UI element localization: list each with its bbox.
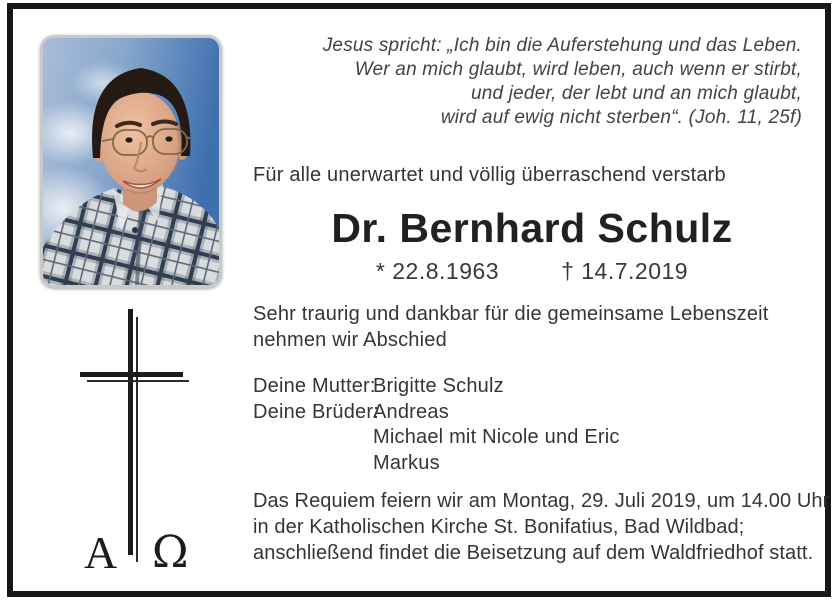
bible-quote xyxy=(323,34,802,130)
mourner-name: Brigitte Schulz xyxy=(373,375,504,397)
bible-quote-line: Wer an mich glaubt, wird leben, auch wenn er stirbt, xyxy=(354,59,802,80)
cross-icon xyxy=(128,309,133,555)
funeral-service-info xyxy=(253,488,829,566)
mourner-relation: Deine Brüder: xyxy=(253,400,379,423)
mourner-relation xyxy=(253,451,373,477)
death-announcement-line: Für alle unerwartet und völlig überraschend verstarb xyxy=(253,164,726,186)
service-info-line: Das Requiem feiern wir am Montag, 29. Juli 2019, um 14.00 Uhr xyxy=(253,490,830,512)
bible-quote-line: wird auf ewig nicht sterben“. (Joh. 11, 25f) xyxy=(440,107,802,128)
mourner-relation xyxy=(253,425,373,451)
deceased-name: Dr. Bernhard Schulz xyxy=(331,205,733,251)
alpha-symbol: A xyxy=(84,527,118,578)
service-info-line: anschließend findet die Beisetzung auf dem Waldfriedhof statt. xyxy=(253,542,814,564)
portrait-illustration xyxy=(43,38,219,285)
farewell-text xyxy=(253,302,769,353)
bible-quote-line: und jeder, der lebt und an mich glaubt, xyxy=(470,83,802,104)
mourner-name: Michael mit Nicole und Eric xyxy=(373,426,620,448)
cross-icon xyxy=(87,380,189,382)
service-info-line: in der Katholischen Kirche St. Bonifatius, Bad Wildbad; xyxy=(253,516,745,538)
mourner-relation: Deine Mutter: xyxy=(253,375,376,397)
life-dates xyxy=(253,258,811,285)
cross-icon xyxy=(136,317,138,562)
farewell-line: nehmen wir Abschied xyxy=(253,328,447,351)
cross-icon xyxy=(80,372,183,377)
mourners-list xyxy=(253,374,620,476)
birth-date: * 22.8.1963 xyxy=(375,258,500,284)
death-date: † 14.7.2019 xyxy=(561,258,689,284)
mourner-name: Markus xyxy=(373,451,440,474)
bible-quote-line: Jesus spricht: „Ich bin die Auferstehung und das Leben. xyxy=(322,35,802,56)
mourner-name: Andreas xyxy=(373,400,449,423)
omega-symbol: Ω xyxy=(152,527,189,578)
portrait-photo xyxy=(40,35,222,288)
farewell-line: Sehr traurig und dankbar für die gemeinsame Lebenszeit xyxy=(253,303,769,325)
